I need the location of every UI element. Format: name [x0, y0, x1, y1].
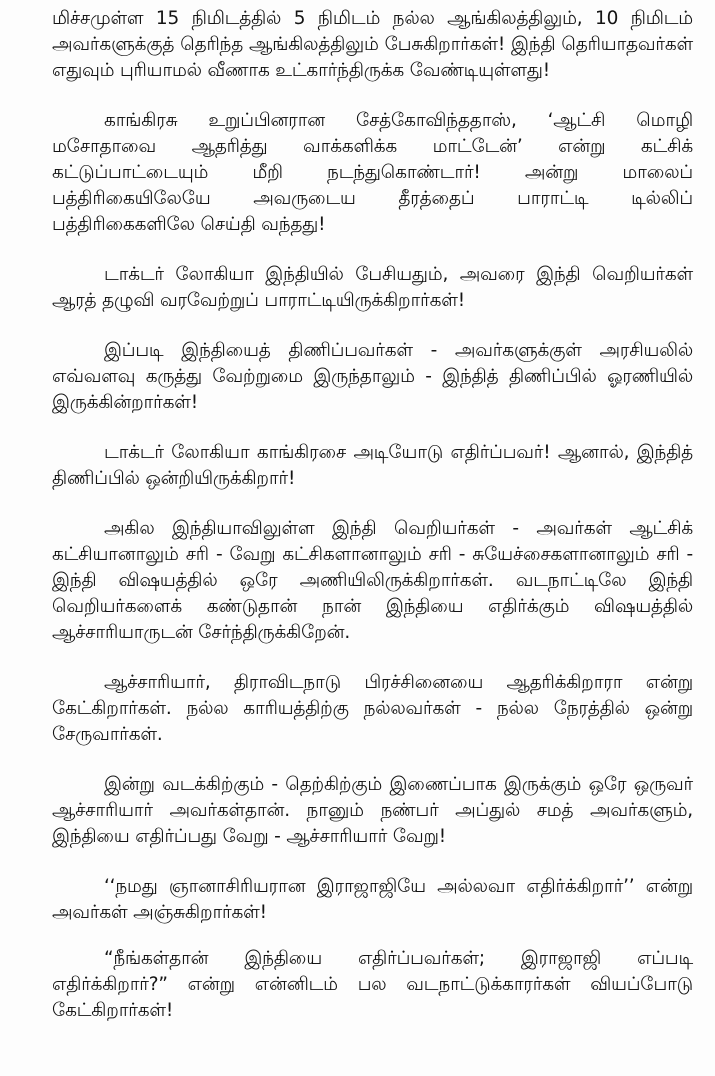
paragraph-1: மிச்சமுள்ள 15 நிமிடத்தில் 5 நிமிடம் நல்ல ஆங்கிலத்திலும், 10 நிமிடம் அவர்களுக்குத் தெரிந்த ஆங்கிலத்திலும் பேசுகிறார்கள்! இந்தி தெரியாதவர்கள் எதுவும் புரியாமல் வீணாக உட்கார்ந்திருக்க வேண்டியுள்ளது! [52, 8, 693, 81]
paragraph-7: ஆச்சாரியார், திராவிடநாடு பிரச்சினையை ஆதரிக்கிறாரா என்று கேட்கிறார்கள். நல்ல காரியத்திற்கு நல்லவர்கள் - நல்ல நேரத்தில் ஒன்று சேருவார்கள். [52, 672, 693, 745]
paragraph-8: இன்று வடக்கிற்கும் - தெற்கிற்கும் இணைப்பாக இருக்கும் ஒரே ஒருவர் ஆச்சாரியார் அவர்கள்தான். நானும் நண்பர் அப்துல் சமத் அவர்களும், இந்தியை எதிர்ப்பது வேறு - ஆச்சாரியார் வேறு! [52, 774, 693, 847]
paragraph-4: இப்படி இந்தியைத் திணிப்பவர்கள் - அவர்களுக்குள் அரசியலில் எவ்வளவு கருத்து வேற்றுமை இருந்தாலும் - இந்தித் திணிப்பில் ஓரணியில் இருக்கின்றார்கள்! [52, 340, 693, 413]
paragraph-5: டாக்டர் லோகியா காங்கிரசை அடியோடு எதிர்ப்பவர்! ஆனால், இந்தித் திணிப்பில் ஒன்றியிருக்கிறார்! [52, 442, 693, 489]
paragraph-2: காங்கிரசு உறுப்பினரான சேத்கோவிந்ததாஸ், ‘ஆட்சி மொழி மசோதாவை ஆதரித்து வாக்களிக்க மாட்டேன்’ என்று கட்சிக் கட்டுப்பாட்டையும் மீறி நடந்துகொண்டார்! அன்று மாலைப் பத்திரிகையிலேயே அவருடைய தீரத்தைப் பாராட்டி டில்லிப் பத்திரிகைகளிலே செய்தி வந்தது! [52, 110, 693, 235]
paragraph-3: டாக்டர் லோகியா இந்தியில் பேசியதும், அவரை இந்தி வெறியர்கள் ஆரத் தழுவி வரவேற்றுப் பாராட்டியிருக்கிறார்கள்! [52, 264, 693, 311]
paragraph-9: ‘‘நமது ஞானாசிரியரான இராஜாஜியே அல்லவா எதிர்க்கிறார்’’ என்று அவர்கள் அஞ்சுகிறார்கள்! [52, 876, 693, 923]
paragraph-6: அகில இந்தியாவிலுள்ள இந்தி வெறியர்கள் - அவர்கள் ஆட்சிக் கட்சியானாலும் சரி - வேறு கட்சிகளானாலும் சரி - சுயேச்சைகளானாலும் சரி - இந்தி விஷயத்தில் ஒரே அணியிலிருக்கிறார்கள். வடநாட்டிலே இந்தி வெறியர்களைக் கண்டுதான் நான் இந்தியை எதிர்க்கும் விஷயத்தில் ஆச்சாரியாருடன் சேர்ந்திருக்கிறேன். [52, 518, 693, 643]
paragraph-10: “நீங்கள்தான் இந்தியை எதிர்ப்பவர்கள்; இராஜாஜி எப்படி எதிர்க்கிறார்?” என்று என்னிடம் பல வடநாட்டுக்காரர்கள் வியப்போடு கேட்கிறார்கள்! [52, 948, 693, 1021]
